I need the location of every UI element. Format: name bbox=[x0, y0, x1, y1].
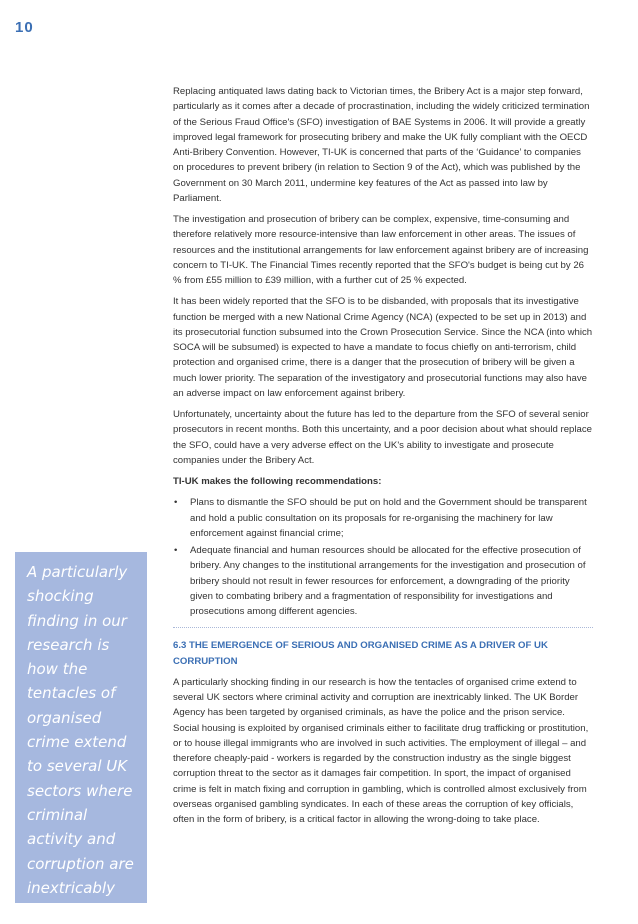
pull-quote-sidebar bbox=[15, 552, 147, 922]
recommendations-list bbox=[173, 495, 593, 619]
paragraph-resources: The investigation and prosecution of bribery can be complex, expensive, time-consuming and therefore relatively more resource-intensive than law enforcement in other areas. The issues of resources and the institutional arrangements for law enforcement against bribery are of increasing concern to TI-UK. The Financial Times recently reported that the SFO's budget is being cut by 26 % from £55 million to £39 million, with a further cut of 25 % expected. bbox=[173, 214, 589, 286]
section-divider bbox=[173, 627, 593, 628]
section-body: A particularly shocking finding in our research is how the tentacles of organised crime extend to several UK sectors where criminal activity and corruption are inextricably linked. The UK Border Agency has been targeted by organised criminals, as have the police and the prison service. Social housing is exploited by organised criminals either to facilitate drug trafficking or prostitution, or to house illegal immigrants who are involved in such activities. The employment of illegal – and therefore cheaply-paid - workers is regarded by the construction industry as the single biggest corruption threat to the sector as it damages fair competition. In sport, the impact of organised crime is felt in match fixing and corruption in gambling, which is controlled almost exclusively from overseas organised gambling syndicates. In each of these areas the corruption of key officials, often in the form of bribery, is a critical factor in allowing the wrong-doing to take place. bbox=[173, 676, 589, 825]
section-heading: 6.3 THE EMERGENCE OF SERIOUS AND ORGANISED CRIME AS A DRIVER OF UK CORRUPTION bbox=[173, 640, 548, 667]
bullet-icon: • bbox=[174, 545, 178, 556]
list-item bbox=[173, 543, 593, 619]
recommendation-text: Plans to dismantle the SFO should be put on hold and the Government should be transparent and hold a public consultation on its proposals for re-organising the machinery for law enforcement against financial crime; bbox=[190, 497, 587, 539]
recommendation-text: Adequate financial and human resources should be allocated for the effective prosecution of bribery. Any changes to the institutional arrangements for the investigation and prosecution of bribery should not result in fewer resources for enforcement, a downgrading of the priority given to combating bribery and a fragmentation of responsibility for investigations and prosecutions among different agencies. bbox=[190, 545, 586, 617]
recommendations-heading: TI-UK makes the following recommendations: bbox=[173, 476, 382, 487]
paragraph-uncertainty: Unfortunately, uncertainty about the future has led to the departure from the SFO of several senior prosecutors in recent months. Both this uncertainty, and a poor decision about what should replace the SFO, could have a very adverse effect on the UK's ability to investigate and prosecute companies under the Bribery Act. bbox=[173, 409, 592, 466]
main-content bbox=[173, 84, 593, 833]
list-item bbox=[173, 495, 593, 541]
pull-quote: A particularly shocking finding in our research is how the tentacles of organised crime extend to several UK sectors where criminal activity and corruption are inextricably linked bbox=[27, 563, 134, 922]
paragraph-bribery-act: Replacing antiquated laws dating back to Victorian times, the Bribery Act is a major step forward, particularly as it comes after a decade of procrastination, including the widely criticized termination of the Serious Fraud Office's (SFO) investigation of BAE Systems in 2006. It will provide a greatly improved legal framework for prosecuting bribery and make the UK fully compliant with the OECD Anti-Bribery Convention. However, TI-UK is concerned that parts of the ‘Guidance’ to companies on procedures to prevent bribery (in relation to Section 9 of the Act), which was published by the Government on 30 March 2011, undermine key features of the Act as passed into law by Parliament. bbox=[173, 86, 590, 204]
paragraph-sfo-disbanded: It has been widely reported that the SFO is to be disbanded, with proposals that its investigative function be merged with a new National Crime Agency (NCA) (expected to be set up in 2013) and its prosecutorial function subsumed into the Crown Prosecution Service. Since the NCA (into which SOCA will be subsumed) is expected to have a mandate to focus chiefly on anti-terrorism, child protection and organised crime, there is a danger that the prosecution of bribery will be given a much lower priority. The separation of the investigatory and prosecutorial functions may also have an adverse impact on law enforcement against bribery. bbox=[173, 296, 593, 399]
page-number: 10 bbox=[15, 19, 34, 36]
bullet-icon: • bbox=[174, 497, 178, 509]
